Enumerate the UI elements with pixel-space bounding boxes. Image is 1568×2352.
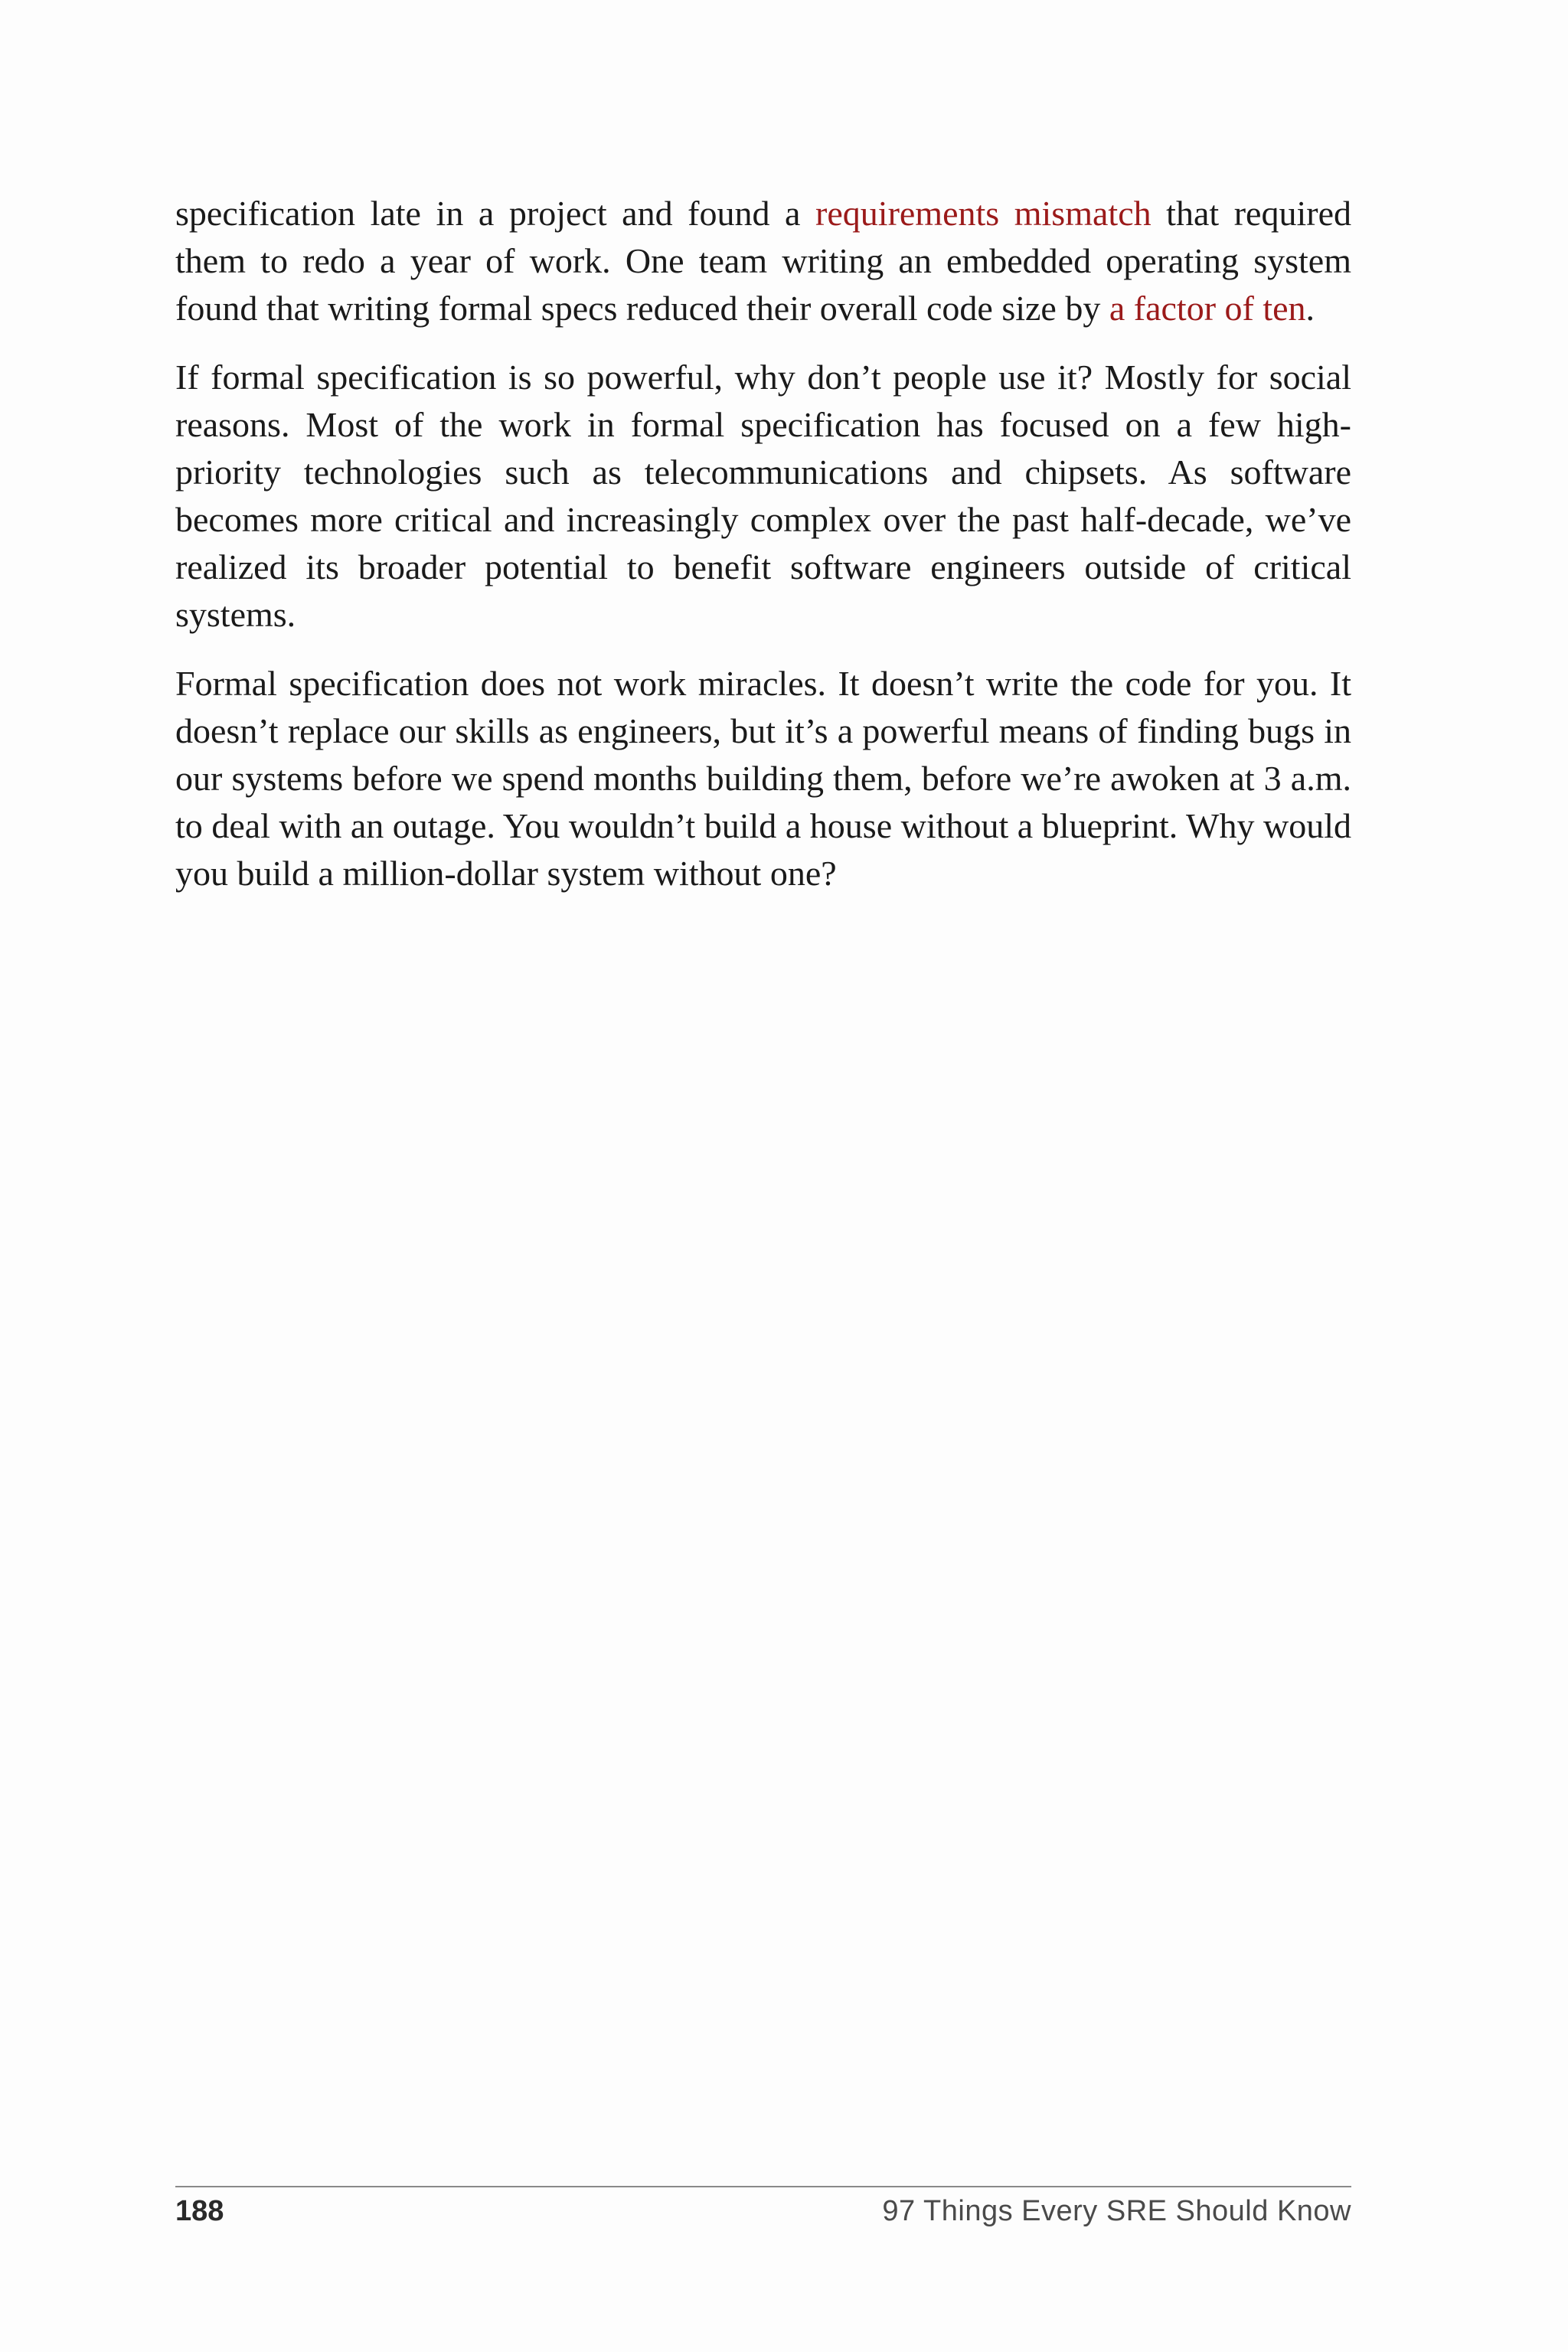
paragraph-1 — [175, 190, 1351, 332]
paragraph-2-text: If formal specification is so powerful, why don’t people use it? Mostly for social reasons. Most of the work in formal specification has focused on a few high-priority technologies such as telecommunications and chipsets. As software becomes more critical and increasingly complex over the past half-decade, we’ve realized its broader potential to benefit software engineers outside of critical systems. — [175, 358, 1351, 634]
requirements-mismatch-link[interactable]: requirements mismatch — [815, 194, 1152, 233]
body-text — [175, 190, 1351, 919]
paragraph-2 — [175, 354, 1351, 639]
book-title: 97 Things Every SRE Should Know — [882, 2195, 1351, 2227]
paragraph-1-text-2: that required them to redo a year of work. One team writing an embedded operating system found that writing formal specs reduced their overall code size by — [175, 194, 1351, 328]
footer-divider — [175, 2186, 1351, 2187]
page-number: 188 — [175, 2195, 224, 2227]
paragraph-3-text: Formal specification does not work miracles. It doesn’t write the code for you. It doesn’t replace our skills as engineers, but it’s a powerful means of finding bugs in our systems before we spend months building them, before we’re awoken at 3 a.m. to deal with an outage. You wouldn’t build a house without a blueprint. Why would you build a million-dollar system without one? — [175, 664, 1351, 893]
paragraph-1-text-1: specification late in a project and found a — [175, 194, 816, 233]
factor-of-ten-link[interactable]: a factor of ten — [1109, 289, 1306, 328]
paragraph-3 — [175, 660, 1351, 897]
page-footer — [175, 2191, 1351, 2237]
paragraph-1-text-3: . — [1305, 289, 1315, 328]
